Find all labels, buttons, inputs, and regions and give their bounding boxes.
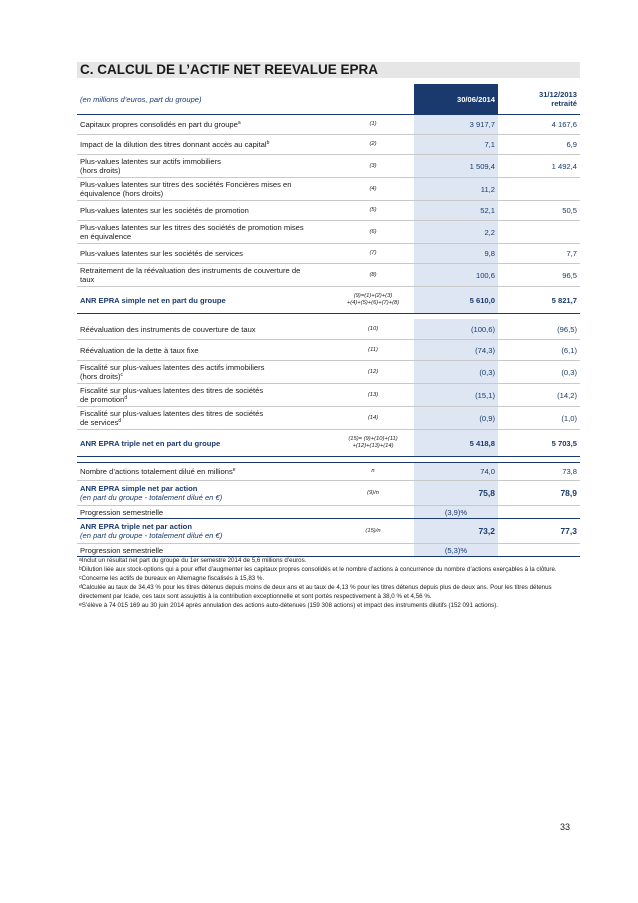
table-row: Fiscalité sur plus-values latentes des titres de sociétés de services$^d$ (14) (0,9) (1,0) <box>77 407 580 430</box>
header-label: (en millions d’euros, part du groupe) <box>77 84 332 115</box>
page-number: 33 <box>560 822 571 832</box>
footnote: $^d$Calculée au taux de 34,43 % pour les titres détenus depuis moins de deux ans et au taux de 4,13 % pour les titres détenus depuis plus de deux ans. Pour les titres détenus directement par Icade, ces taux sont assujettis à la contribution exceptionnelle et sont portés respectivement à 38,0 % et 4,56 %. <box>79 584 552 600</box>
table-row: Retraitement de la réévaluation des instruments de couverture de taux (8) 100,6 96,5 <box>77 264 580 287</box>
table-row: Plus-values latentes sur titres des sociétés Foncières mises en équivalence (hors droits) (4) 11,2 <box>77 178 580 201</box>
table-header <box>77 84 580 115</box>
table-row: Fiscalité sur plus-values latentes des actifs immobiliers (hors droits)$^c$ (12) (0,3) (0,3) <box>77 361 580 384</box>
footnotes <box>79 556 579 610</box>
table-row: Fiscalité sur plus-values latentes des titres de sociétés de promotion$^d$ (13) (15,1) (14,2) <box>77 384 580 407</box>
epra-nav-table <box>77 84 580 557</box>
footnote: $^b$Dilution liée aux stock-options qui a pour effet d’augmenter les capitaux propres consolidés et le nombre d’actions à concurrence du nombre d’actions exerçables à la clôture. <box>79 566 557 573</box>
table-row: Plus-values latentes sur les titres des sociétés de promotion mises en équivalence (6) 2,2 <box>77 221 580 244</box>
table-row: Impact de la dilution des titres donnant accès au capital$^b$ (2) 7,1 6,9 <box>77 135 580 155</box>
anr-simple-row: ANR EPRA simple net en part du groupe (9)=(1)+(2)+(3) +(4)+(5)+(6)+(7)+(8) 5 610,0 5 821,7 <box>77 287 580 314</box>
table-row: Réévaluation de la dette à taux fixe (11) (74,3) (6,1) <box>77 340 580 361</box>
table-row: Plus-values latentes sur les sociétés de promotion (5) 52,1 50,5 <box>77 201 580 221</box>
header-col-2013: 31/12/2013 retraité <box>498 84 580 115</box>
section-title: C. CALCUL DE L’ACTIF NET REEVALUE EPRA <box>77 62 580 78</box>
footnote: $^e$S’élève à 74 015 169 au 30 juin 2014 après annulation des actions auto-détenues (159 308 actions) et impact des instruments dilutifs (152 091 actions). <box>79 602 498 609</box>
table-row: Capitaux propres consolidés en part du groupe$^a$ (1) 3 917,7 4 167,6 <box>77 115 580 135</box>
shares-row: Nombre d’actions totalement dilué en millions$^e$ n 74,0 73,8 <box>77 463 580 481</box>
header-col-2014: 30/06/2014 <box>414 84 498 115</box>
anr-triple-row: ANR EPRA triple net en part du groupe (15)= (9)+(10)+(11) +(12)+(13)+(14) 5 418,8 5 703,5 <box>77 430 580 457</box>
footnote: $^a$Inclut un résultat net part du groupe du 1er semestre 2014 de 5,6 millions d’euros. <box>79 557 307 564</box>
table-row: Plus-values latentes sur les sociétés de services (7) 9,8 7,7 <box>77 244 580 264</box>
table-row: Plus-values latentes sur actifs immobiliers (hors droits) (3) 1 509,4 1 492,4 <box>77 155 580 178</box>
anr-triple-per-share-row: ANR EPRA triple net par action (en part du groupe - totalement dilué en €) (15)/n 73,2 77,3 <box>77 519 580 544</box>
anr-simple-per-share-row: ANR EPRA simple net par action (en part du groupe - totalement dilué en €) (9)/n 75,8 78,9 <box>77 481 580 506</box>
progression-row: Progression semestrielle (3,9)% <box>77 506 580 519</box>
progression-row: Progression semestrielle (5,3)% <box>77 544 580 557</box>
table-row: Réévaluation des instruments de couverture de taux (10) (100,6) (96,5) <box>77 319 580 340</box>
footnote: $^c$Concerne les actifs de bureaux en Allemagne fiscalisés à 15,83 %. <box>79 575 265 582</box>
